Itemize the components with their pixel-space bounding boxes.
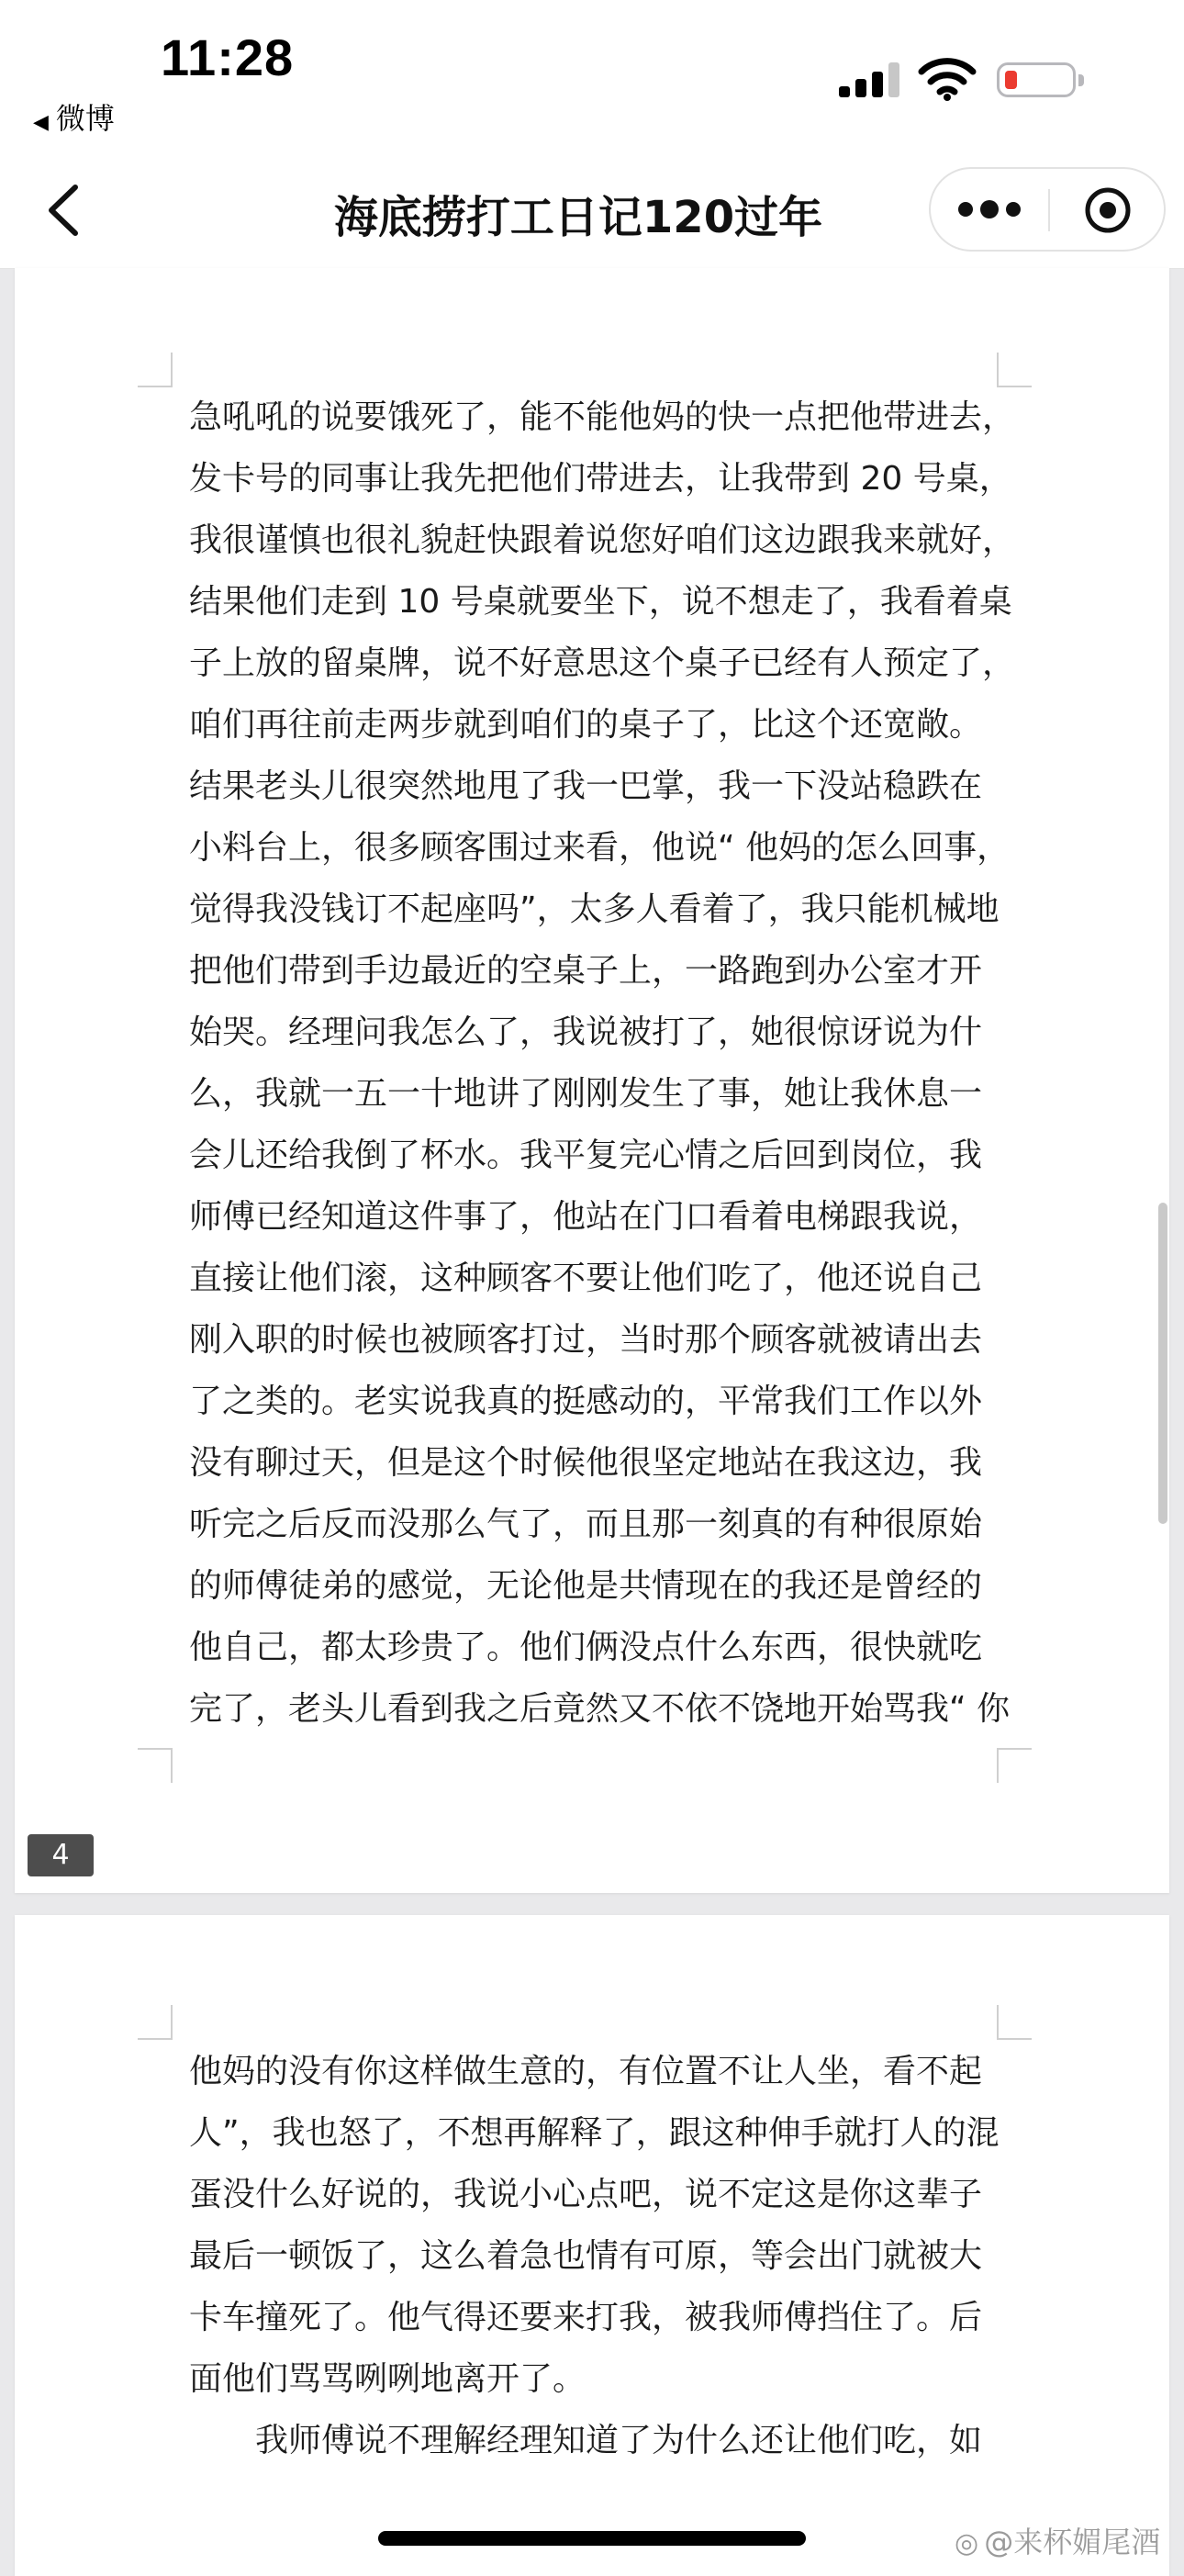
doc-line: 师傅已经知道这件事了，他站在门口看着电梯跟我说， <box>189 1198 983 1236</box>
doc-line: 人”，我也怒了，不想再解释了，跟这种伸手就打人的混 <box>189 2114 1000 2152</box>
doc-line: 完了，老头儿看到我之后竟然又不依不饶地开始骂我“ 你 <box>189 1690 1011 1728</box>
doc-line: 的师傅徒弟的感觉，无论他是共情现在的我还是曾经的 <box>189 1567 983 1605</box>
doc-line: 刚入职的时候也被顾客打过，当时那个顾客就被请出去 <box>189 1321 983 1359</box>
cellular-signal-icon <box>839 61 903 97</box>
doc-line: 会儿还给我倒了杯水。我平复完心情之后回到岗位，我 <box>189 1137 983 1174</box>
back-chevron-icon[interactable] <box>37 178 92 242</box>
doc-line: 么，我就一五一十地讲了刚刚发生了事，她让我休息一 <box>189 1075 983 1113</box>
doc-line: 急吼吼的说要饿死了，能不能他妈的快一点把他带进去， <box>189 398 1016 436</box>
wifi-icon <box>918 55 977 101</box>
doc-line: 听完之后反而没那么气了，而且那一刻真的有种很原始 <box>189 1506 983 1543</box>
more-dots-icon[interactable] <box>958 200 1022 220</box>
doc-line: 觉得我没钱订不起座吗”，太多人看着了，我只能机械地 <box>189 890 1000 928</box>
scrollbar[interactable] <box>1158 1203 1167 1524</box>
home-indicator[interactable] <box>378 2531 806 2546</box>
doc-line: 我师傅说不理解经理知道了为什么还让他们吃，如 <box>189 2422 983 2459</box>
nav-bar <box>0 156 1184 269</box>
weibo-logo-icon: ◎ <box>955 2527 979 2559</box>
document-page <box>15 268 1169 1893</box>
doc-line: 他妈的没有你这样做生意的，有位置不让人坐，看不起 <box>189 2053 983 2090</box>
doc-line: 没有聊过天，但是这个时候他很坚定地站在我这边，我 <box>189 1444 983 1482</box>
status-bar <box>0 0 1184 156</box>
mini-program-capsule <box>929 167 1166 252</box>
doc-line: 子上放的留桌牌，说不好意思这个桌子已经有人预定了， <box>189 644 1016 682</box>
status-time: 11:28 <box>161 28 295 86</box>
doc-line: 咱们再往前走两步就到咱们的桌子了，比这个还宽敞。 <box>189 706 983 744</box>
back-to-app-link[interactable] <box>33 95 115 138</box>
document-page <box>15 1915 1169 2576</box>
doc-line: 发卡号的同事让我先把他们带进去，让我带到 20 号桌， <box>189 460 1012 498</box>
weibo-watermark <box>955 2519 1160 2561</box>
back-triangle-icon: ◀ <box>33 111 49 134</box>
doc-line: 面他们骂骂咧咧地离开了。 <box>189 2360 586 2398</box>
watermark-text: @来杯媚尾酒 <box>984 2525 1161 2559</box>
doc-line: 始哭。经理问我怎么了，我说被打了，她很惊讶说为什 <box>189 1014 983 1051</box>
doc-line: 我很谨慎也很礼貌赶快跟着说您好咱们这边跟我来就好， <box>189 521 1016 559</box>
page-number-badge: 4 <box>28 1834 94 1876</box>
battery-icon <box>997 62 1076 97</box>
doc-line: 他自己，都太珍贵了。他们俩没点什么东西，很快就吃 <box>189 1629 983 1666</box>
doc-line: 卡车撞死了。他气得还要来打我，被我师傅挡住了。后 <box>189 2299 983 2336</box>
doc-line: 把他们带到手边最近的空桌子上，一路跑到办公室才开 <box>189 952 983 990</box>
doc-line: 结果他们走到 10 号桌就要坐下，说不想走了，我看着桌 <box>189 583 1012 621</box>
doc-line: 蛋没什么好说的，我说小心点吧，说不定这是你这辈子 <box>189 2176 983 2213</box>
doc-line: 直接让他们滚，这种顾客不要让他们吃了，他还说自己 <box>189 1260 983 1297</box>
doc-line: 最后一顿饭了，这么着急也情有可原，等会出门就被大 <box>189 2237 983 2275</box>
battery-level <box>1005 71 1017 89</box>
close-mini-program-icon[interactable] <box>1083 185 1133 235</box>
doc-line: 了之类的。老实说我真的挺感动的，平常我们工作以外 <box>189 1383 983 1420</box>
page-title: 海底捞打工日记120过年 <box>333 192 823 243</box>
doc-line: 小料台上，很多顾客围过来看，他说“ 他妈的怎么回事， <box>189 829 1011 867</box>
doc-line: 结果老头儿很突然地甩了我一巴掌，我一下没站稳跌在 <box>189 767 983 805</box>
back-app-label: 微博 <box>55 101 115 136</box>
